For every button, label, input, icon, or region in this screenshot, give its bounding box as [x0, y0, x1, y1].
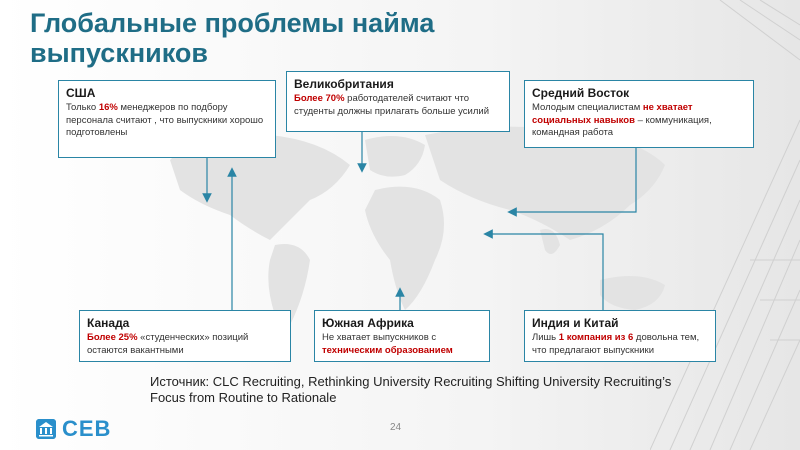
india-china-highlight: 1 компания из 6: [558, 332, 634, 343]
india-china-text-2: довольна тем, что предлагают выпускники: [532, 332, 700, 356]
source-citation: Источник: CLC Recruiting, Rethinking University Recruiting Shifting University Recruiting’s Focus from Routine to Rationale: [150, 374, 672, 405]
middle-east-text-2: – коммуникация, командная работа: [532, 114, 712, 138]
india-china-box: [524, 310, 716, 362]
canada-text-1: «студенческих» позиций остаются вакантными: [87, 332, 249, 356]
canada-heading: Канада: [87, 316, 130, 330]
uk-text-1: работодателей считают что студенты должны прилагать больше усилий: [294, 93, 490, 117]
middle-east-text-1: Молодым специалистам: [532, 102, 643, 113]
uk-highlight: Более 70%: [294, 93, 345, 104]
south-africa-heading: Южная Африка: [322, 316, 414, 330]
south-africa-highlight: техническим образованием: [322, 344, 453, 356]
usa-highlight: 16%: [98, 102, 118, 113]
middle-east-box: [524, 80, 754, 148]
south-africa-box: [314, 310, 490, 362]
canada-highlight: Более 25%: [87, 332, 138, 343]
india-china-text-1: Лишь: [532, 332, 559, 343]
logo-text: CEB: [62, 416, 112, 441]
usa-text-1: Только: [66, 102, 99, 113]
uk-box: [286, 71, 510, 132]
usa-box: [58, 80, 276, 158]
usa-heading: США: [66, 86, 96, 100]
india-china-heading: Индия и Китай: [532, 316, 619, 330]
uk-heading: Великобритания: [294, 77, 394, 91]
canada-box: [79, 310, 291, 362]
page-title: Глобальные проблемы найма выпускников: [30, 8, 435, 68]
middle-east-heading: Средний Восток: [532, 86, 630, 100]
building-icon: [36, 419, 56, 439]
ceb-logo: [36, 417, 111, 441]
usa-text-2: менеджеров по подбору персонала считают , что выпускники хорошо подготовлены: [66, 102, 264, 138]
middle-east-highlight: не хватает социальных навыков: [532, 102, 693, 126]
south-africa-text-1: Не хватает выпускников с: [322, 332, 437, 343]
page-number: 24: [390, 422, 402, 433]
